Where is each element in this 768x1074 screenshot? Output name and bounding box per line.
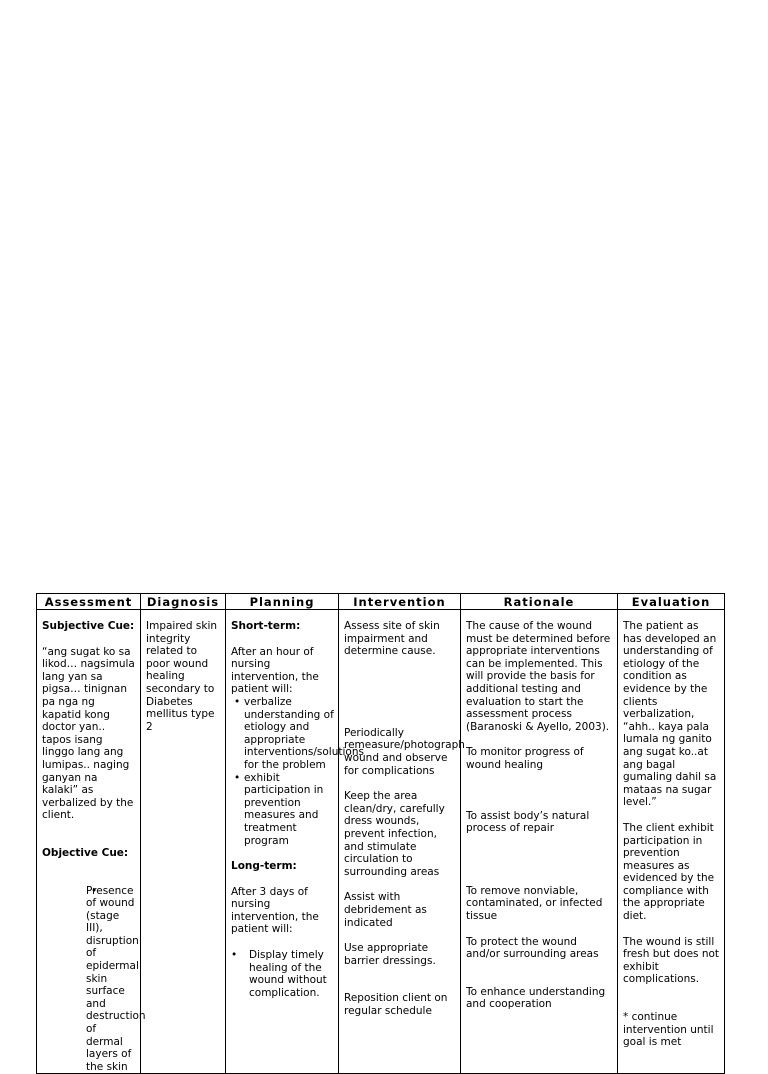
header-planning: Planning [226,594,339,610]
evaluation-item: * continue intervention until goal is met [623,1011,714,1049]
short-term-goals [231,695,364,847]
content-row [37,610,725,1074]
assessment-cell [37,610,146,1074]
diagnosis-text: Impaired skin integrity related to poor wound healing secondary to Diabetes mellitus type 2 [146,620,218,733]
rationale-item: To monitor progress of wound healing [466,746,584,771]
rationale-item: To enhance understanding and cooperation [466,985,606,1011]
nursing-care-plan-table [36,593,725,1074]
rationale-item: The cause of the wound must be determined before appropriate interventions can be implemented. This will provide the basis for additional testing and evaluation to start the assessment process (Baranoski & Ayello, 2003). [466,620,611,733]
header-intervention: Intervention [339,594,461,610]
evaluation-item: The patient as has developed an understanding of etiology of the condition as evidence by the clients verbalization, “ahh.. kaya pala lumala ng ganito ang sugat ko..at ang bagal gumaling dahil sa mataas na sugar level.” [623,620,717,809]
evaluation-item: The wound is still fresh but does not exhibit complications. [623,935,720,986]
header-assessment: Assessment [37,594,141,610]
short-term-goal: • verbalize understanding of etiology and appropriate interventions/solutions for the problem [231,696,334,772]
objective-cue-list [42,884,146,1074]
short-term-intro: After an hour of nursing intervention, the patient will: [231,645,319,696]
rationale-cell [461,610,618,1074]
subjective-cue-text: “ang sugat ko sa likod… nagsimula lang yan sa pigsa… tinignan pa nga ng kapatid kong doctor yan.. tapos isang linggo lang ang lumipas.. naging ganyan na kalaki” as verbalized by the client. [42,645,135,822]
header-diagnosis: Diagnosis [141,594,226,610]
intervention-item: Assess site of skin impairment and determine cause. [344,620,440,658]
objective-cue-label: Objective Cue: [42,846,129,859]
rationale-item: To remove nonviable, contaminated, or infected tissue [466,884,603,922]
evaluation-item: The client exhibit participation in prevention measures as evidenced by the compliance with the appropriate diet. [623,821,715,923]
subjective-cue-label: Subjective Cue: [42,620,135,632]
intervention-item: Assist with debridement as indicated [344,891,427,929]
header-evaluation: Evaluation [618,594,725,610]
rationale-item: To assist body’s natural process of repair [466,809,590,835]
long-term-intro: After 3 days of nursing intervention, the patient will: [231,885,319,936]
short-term-label: Short-term: [231,620,301,632]
rationale-item: To protect the wound and/or surrounding areas [466,935,599,961]
long-term-label: Long-term: [231,860,297,873]
objective-cue-item: • Presence of wound (stage III), disruption of epidermal skin surface and destruction of dermal layers of the skin [66,885,136,1074]
intervention-item: Periodically remeasure/photograph wound and observe for complications [344,726,465,777]
header-rationale: Rationale [461,594,618,610]
header-row [37,594,725,610]
intervention-item: Keep the area clean/dry, carefully dress wounds, prevent infection, and stimulate circulation to surrounding areas [344,790,445,878]
intervention-cell [339,610,465,1074]
long-term-goal: • Display timely healing of the wound without complication. [231,949,334,999]
long-term-goals [231,949,334,999]
diagnosis-cell [141,610,226,1074]
evaluation-cell [618,610,725,1074]
planning-cell [226,610,364,1074]
intervention-item: Use appropriate barrier dressings. [344,942,436,967]
short-term-goal: • exhibit participation in prevention measures and treatment program [231,772,334,848]
intervention-item: Reposition client on regular schedule [344,992,448,1017]
